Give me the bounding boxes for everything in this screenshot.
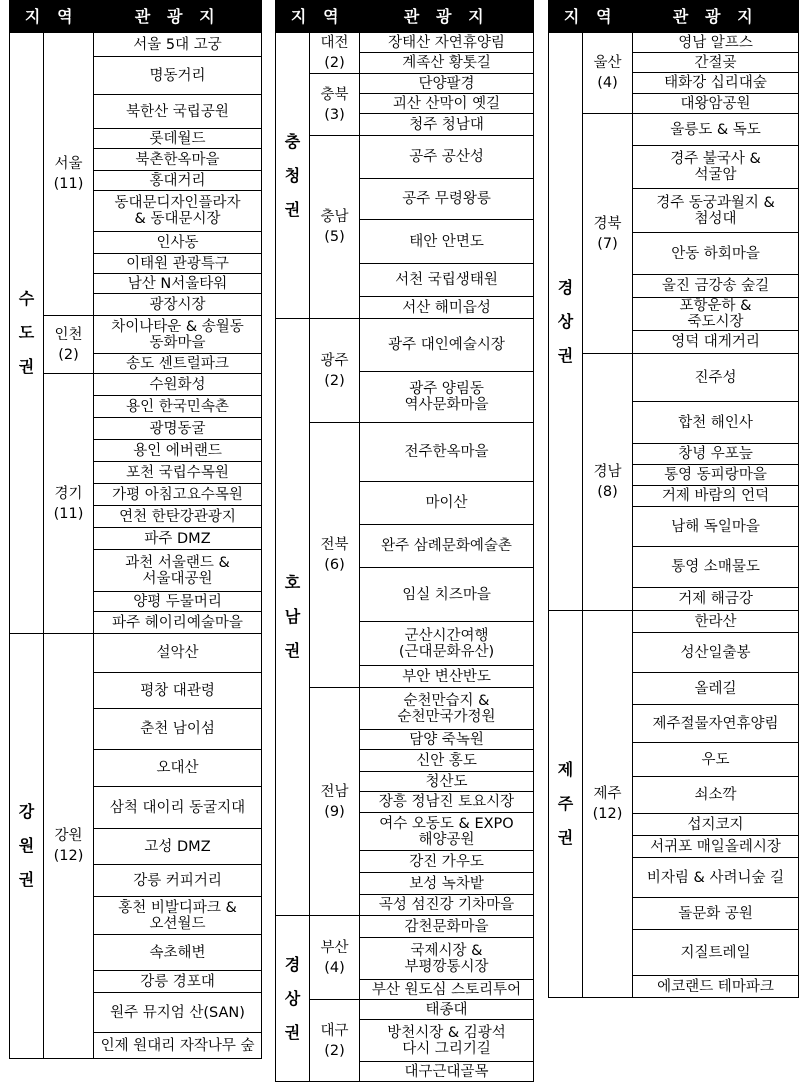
table-row <box>276 74 534 94</box>
subregion-count: (12) <box>592 806 623 822</box>
attraction-cell: 서귀포 매일올레시장 <box>633 836 799 858</box>
attraction-cell: 신안 홍도 <box>360 750 534 772</box>
subregion-count: (4) <box>597 75 618 91</box>
attraction-cell: 서산 해미읍성 <box>360 297 534 319</box>
subregion-cell <box>44 634 94 1059</box>
attraction-cell: 섭지코지 <box>633 814 799 836</box>
table-row <box>10 374 262 396</box>
subregion-name: 울산 <box>593 55 622 71</box>
attraction-cell: 부안 변산반도 <box>360 666 534 688</box>
attraction-cell: 태화강 십리대숲 <box>633 73 799 94</box>
attraction-cell: 비자림 & 사려니숲 길 <box>633 858 799 898</box>
subregion-cell <box>583 33 633 114</box>
attraction-cell: 대왕암공원 <box>633 94 799 114</box>
attraction-cell: 군산시간여행 (근대문화유산) <box>360 622 534 666</box>
attraction-cell: 영덕 대게거리 <box>633 331 799 354</box>
attraction-cell: 남산 N서울타워 <box>94 274 262 294</box>
attraction-cell: 광주 양림동 역사문화마을 <box>360 372 534 423</box>
subregion-name: 전북 <box>320 537 349 553</box>
attraction-cell: 강릉 커피거리 <box>94 865 262 897</box>
attraction-cell: 진주성 <box>633 354 799 402</box>
subregion-cell <box>44 374 94 634</box>
table-row <box>276 1000 534 1020</box>
attraction-cell: 북한산 국립공원 <box>94 95 262 129</box>
table-row <box>549 33 799 53</box>
attraction-cell: 강진 가우도 <box>360 851 534 873</box>
subregion-count: (9) <box>324 803 345 820</box>
attraction-cell: 용인 한국민속촌 <box>94 396 262 418</box>
region-group-cell: 강 원 권 <box>10 634 44 1059</box>
attraction-cell: 우도 <box>633 743 799 777</box>
attraction-cell: 과천 서울랜드 & 서울대공원 <box>94 550 262 592</box>
attractions-table-2 <box>275 0 534 1082</box>
region-group-cell: 경 상 권 <box>276 916 310 1082</box>
attraction-cell: 울진 금강송 숲길 <box>633 275 799 298</box>
subregion-count: (2) <box>58 346 79 363</box>
subregion-count: (11) <box>53 176 84 192</box>
subregion-count: (2) <box>324 55 345 71</box>
region-group-cell: 수 도 권 <box>10 33 44 634</box>
attraction-cell: 수원화성 <box>94 374 262 396</box>
header-row <box>549 1 799 33</box>
attraction-cell: 광주 대인예술시장 <box>360 319 534 372</box>
attraction-cell: 명동거리 <box>94 57 262 95</box>
subregion-name: 서울 <box>54 156 83 172</box>
attraction-header: 관 광 지 <box>94 1 262 33</box>
table-row <box>276 319 534 372</box>
attraction-cell: 통영 동피랑마을 <box>633 465 799 486</box>
table-row <box>10 316 262 354</box>
attraction-cell: 괴산 산막이 옛길 <box>360 94 534 114</box>
attraction-cell: 계족산 황톳길 <box>360 53 534 74</box>
subregion-cell <box>310 916 360 1000</box>
attraction-cell: 삼척 대이리 동굴지대 <box>94 787 262 829</box>
table-row <box>549 114 799 146</box>
attraction-cell: 합천 해인사 <box>633 402 799 444</box>
attraction-cell: 이태원 관광특구 <box>94 254 262 274</box>
attraction-cell: 속초해변 <box>94 935 262 971</box>
subregion-cell <box>310 136 360 319</box>
attraction-cell: 통영 소매물도 <box>633 547 799 588</box>
attraction-cell: 장흥 정남진 토요시장 <box>360 792 534 813</box>
attraction-cell: 영남 알프스 <box>633 33 799 53</box>
attraction-cell: 남해 독일마을 <box>633 507 799 547</box>
subregion-count: (2) <box>324 1042 345 1059</box>
subregion-name: 전남 <box>320 783 349 800</box>
attraction-cell: 국제시장 & 부평깡통시장 <box>360 938 534 980</box>
attraction-cell: 완주 삼례문화예술촌 <box>360 525 534 568</box>
attraction-cell: 지질트레일 <box>633 930 799 976</box>
attraction-cell: 인제 원대리 자작나무 숲 <box>94 1033 262 1059</box>
attraction-cell: 청산도 <box>360 772 534 792</box>
subregion-name: 충남 <box>320 209 349 225</box>
table-row <box>549 354 799 402</box>
attraction-cell: 북촌한옥마을 <box>94 149 262 171</box>
attraction-cell: 거제 해금강 <box>633 588 799 611</box>
attraction-cell: 대구근대골목 <box>360 1062 534 1082</box>
subregion-cell <box>44 33 94 316</box>
attraction-cell: 설악산 <box>94 634 262 673</box>
region-group-cell: 충 청 권 <box>276 33 310 319</box>
attraction-cell: 성산일출봉 <box>633 633 799 673</box>
subregion-name: 경남 <box>593 464 622 480</box>
attraction-cell: 서천 국립생태원 <box>360 264 534 297</box>
region-group-cell: 호 남 권 <box>276 319 310 916</box>
attraction-cell: 용인 에버랜드 <box>94 440 262 462</box>
table-row <box>276 33 534 53</box>
table-row <box>549 611 799 633</box>
attraction-cell: 올레길 <box>633 673 799 705</box>
subregion-cell <box>310 1000 360 1082</box>
attraction-cell: 돌문화 공원 <box>633 898 799 930</box>
subregion-cell <box>310 319 360 423</box>
region-header: 지 역 <box>10 1 94 33</box>
attraction-cell: 송도 센트럴파크 <box>94 354 262 374</box>
attraction-cell: 공주 공산성 <box>360 136 534 179</box>
attraction-cell: 공주 무령왕릉 <box>360 179 534 220</box>
attraction-cell: 쇠소깍 <box>633 777 799 814</box>
region-header: 지 역 <box>276 1 360 33</box>
attraction-cell: 곡성 섬진강 기차마을 <box>360 895 534 916</box>
attraction-cell: 차이나타운 & 송월동 동화마을 <box>94 316 262 354</box>
attraction-cell: 고성 DMZ <box>94 829 262 865</box>
subregion-count: (8) <box>597 484 618 500</box>
attraction-cell: 순천만습지 & 순천만국가정원 <box>360 688 534 730</box>
attraction-cell: 경주 동궁과월지 & 첨성대 <box>633 189 799 233</box>
subregion-name: 제주 <box>593 786 622 802</box>
subregion-cell <box>583 354 633 611</box>
attraction-cell: 파주 헤이리예술마을 <box>94 612 262 634</box>
attraction-cell: 여수 오동도 & EXPO 해양공원 <box>360 813 534 851</box>
attraction-cell: 경주 불국사 & 석굴암 <box>633 146 799 189</box>
attraction-cell: 단양팔경 <box>360 74 534 94</box>
attraction-cell: 강릉 경포대 <box>94 971 262 993</box>
attraction-cell: 포항운하 & 죽도시장 <box>633 298 799 331</box>
attraction-cell: 간절곶 <box>633 53 799 73</box>
table-row <box>276 688 534 730</box>
attraction-header: 관 광 지 <box>633 1 799 33</box>
table-row <box>276 916 534 938</box>
attraction-cell: 임실 치즈마을 <box>360 568 534 622</box>
attraction-cell: 태안 안면도 <box>360 220 534 264</box>
subregion-name: 대전 <box>320 35 349 51</box>
subregion-cell <box>583 611 633 998</box>
attraction-cell: 홍대거리 <box>94 171 262 191</box>
attraction-cell: 부산 원도심 스토리투어 <box>360 980 534 1000</box>
subregion-cell <box>310 423 360 688</box>
subregion-name: 인천 <box>54 326 83 343</box>
subregion-cell <box>583 114 633 354</box>
subregion-name: 경북 <box>593 215 622 232</box>
attraction-cell: 서울 5대 고궁 <box>94 33 262 57</box>
subregion-count: (7) <box>597 235 618 252</box>
attraction-cell: 홍천 비발디파크 & 오션월드 <box>94 897 262 935</box>
subregion-count: (12) <box>53 848 84 864</box>
attraction-cell: 안동 하회마을 <box>633 233 799 275</box>
region-group-cell: 제 주 권 <box>549 611 583 998</box>
attraction-cell: 오대산 <box>94 750 262 787</box>
subregion-cell <box>44 316 94 374</box>
subregion-name: 광주 <box>320 352 349 369</box>
attraction-cell: 가평 아침고요수목원 <box>94 484 262 506</box>
subregion-name: 경기 <box>54 485 83 502</box>
attraction-cell: 인사동 <box>94 232 262 254</box>
subregion-count: (3) <box>324 106 345 123</box>
attraction-cell: 울릉도 & 독도 <box>633 114 799 146</box>
subregion-name: 강원 <box>54 828 83 844</box>
attraction-cell: 전주한옥마을 <box>360 423 534 482</box>
subregion-count: (2) <box>324 372 345 389</box>
subregion-name: 부산 <box>320 939 349 956</box>
attraction-header: 관 광 지 <box>360 1 534 33</box>
subregion-cell <box>310 33 360 74</box>
attraction-cell: 연천 한탄강관광지 <box>94 506 262 528</box>
subregion-count: (4) <box>324 959 345 976</box>
attraction-cell: 파주 DMZ <box>94 528 262 550</box>
header-row <box>276 1 534 33</box>
attraction-cell: 태종대 <box>360 1000 534 1020</box>
attraction-cell: 청주 청남대 <box>360 114 534 136</box>
subregion-count: (5) <box>324 229 345 245</box>
attractions-table-3 <box>548 0 799 998</box>
table-row <box>276 136 534 179</box>
subregion-cell <box>310 688 360 916</box>
attraction-cell: 장태산 자연휴양림 <box>360 33 534 53</box>
region-header: 지 역 <box>549 1 633 33</box>
attraction-cell: 감천문화마을 <box>360 916 534 938</box>
subregion-count: (11) <box>53 505 84 522</box>
attraction-cell: 거제 바람의 언덕 <box>633 486 799 507</box>
attraction-cell: 춘천 남이섬 <box>94 709 262 750</box>
attraction-cell: 원주 뮤지엄 산(SAN) <box>94 993 262 1033</box>
attraction-cell: 양평 두물머리 <box>94 592 262 612</box>
attraction-cell: 평창 대관령 <box>94 673 262 709</box>
attraction-cell: 광장시장 <box>94 294 262 316</box>
attraction-cell: 포천 국립수목원 <box>94 462 262 484</box>
subregion-count: (6) <box>324 557 345 573</box>
attraction-cell: 창녕 우포늪 <box>633 444 799 465</box>
table-row <box>276 423 534 482</box>
table-row <box>10 634 262 673</box>
subregion-name: 대구 <box>320 1022 349 1039</box>
attraction-cell: 마이산 <box>360 482 534 525</box>
subregion-cell <box>310 74 360 136</box>
attraction-cell: 한라산 <box>633 611 799 633</box>
table-row <box>10 33 262 57</box>
attraction-cell: 롯데월드 <box>94 129 262 149</box>
attraction-cell: 방천시장 & 김광석 다시 그리기길 <box>360 1020 534 1062</box>
attraction-cell: 동대문디자인플라자 & 동대문시장 <box>94 191 262 232</box>
attractions-table-1 <box>9 0 262 1059</box>
region-group-cell: 경 상 권 <box>549 33 583 611</box>
attraction-cell: 담양 죽녹원 <box>360 730 534 750</box>
attraction-cell: 에코랜드 테마파크 <box>633 976 799 998</box>
header-row <box>10 1 262 33</box>
attraction-cell: 제주절물자연휴양림 <box>633 705 799 743</box>
subregion-name: 충북 <box>320 86 349 103</box>
attraction-cell: 광명동굴 <box>94 418 262 440</box>
attraction-cell: 보성 녹차밭 <box>360 873 534 895</box>
